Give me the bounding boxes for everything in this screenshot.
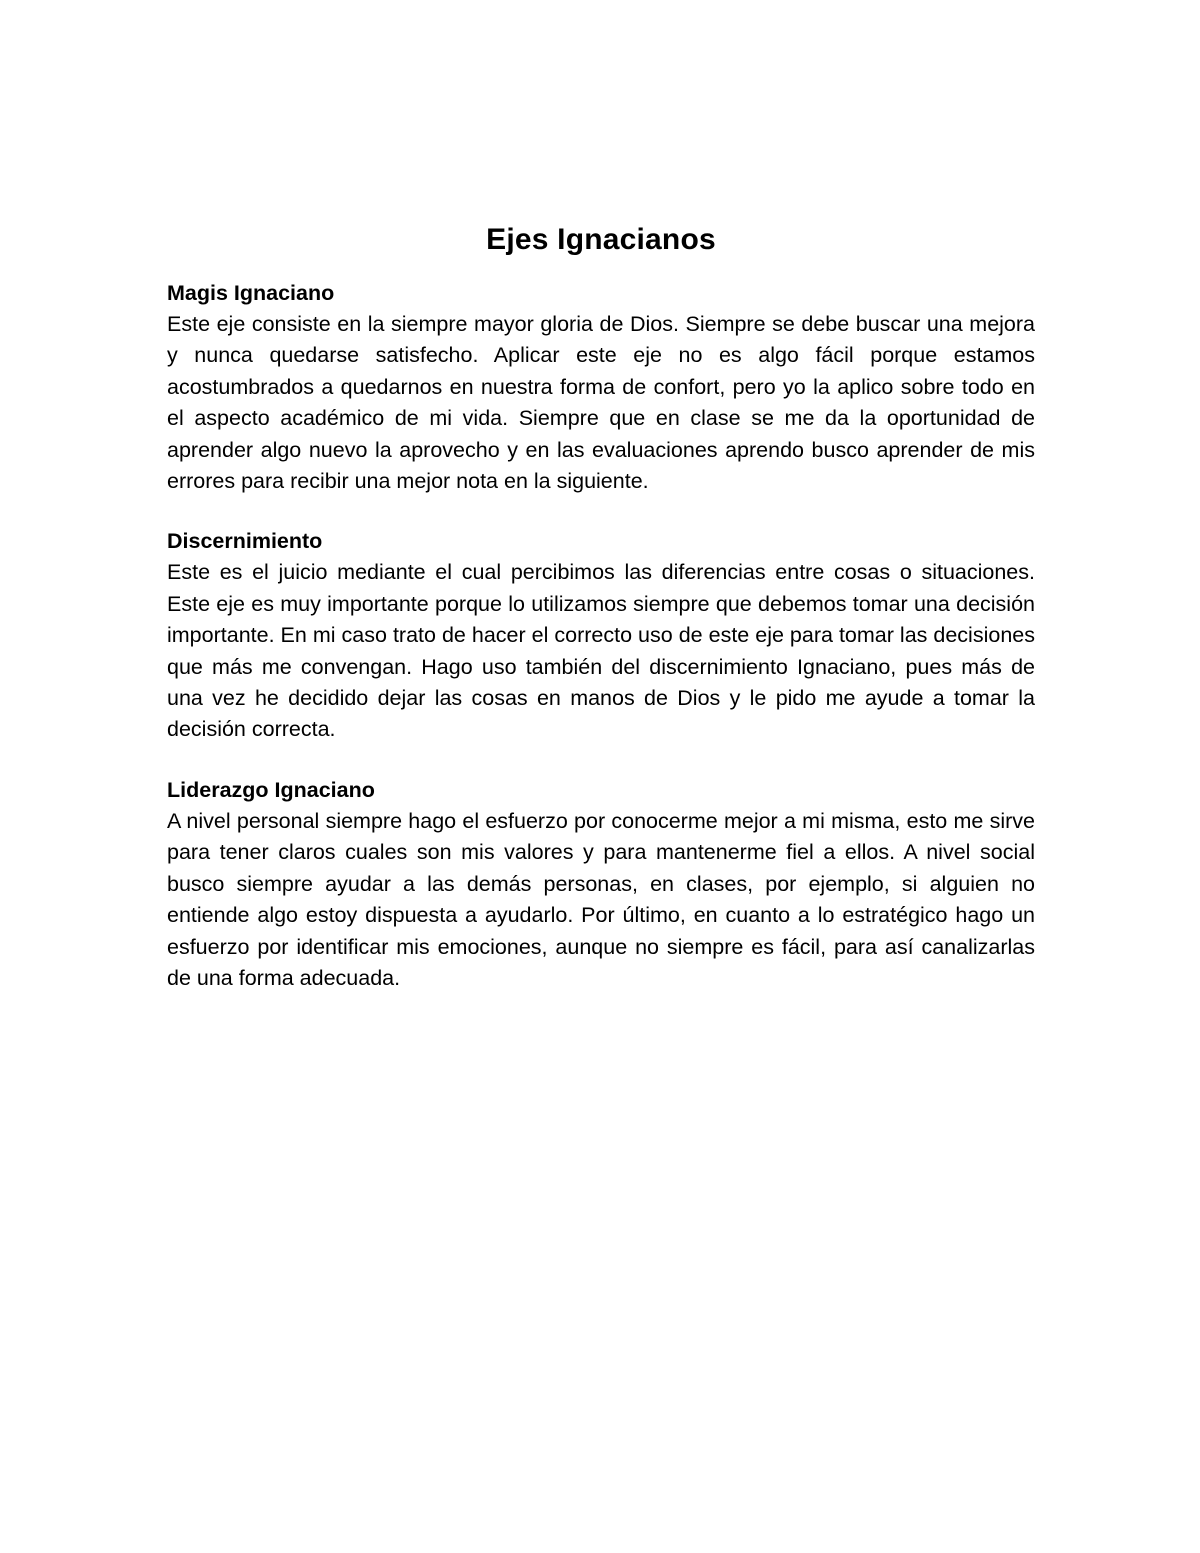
section-paragraph: Este es el juicio mediante el cual percibimos las diferencias entre cosas o situaciones. Este eje es muy importante porque lo utilizamos siempre que debemos tomar una decisión importante. En mi caso trato de hacer el correcto uso de este eje para tomar las decisiones que más me convengan. Hago uso también del discernimiento Ignaciano, pues más de una vez he decidido dejar las cosas en manos de Dios y le pido me ayude a tomar la decisión correcta. [167, 560, 1035, 742]
section-heading: Liderazgo Ignaciano [167, 777, 375, 802]
section-paragraph: A nivel personal siempre hago el esfuerzo por conocerme mejor a mi misma, esto me sirve para tener claros cuales son mis valores y para mantenerme fiel a ellos. A nivel social busco siempre ayudar a las demás personas, en clases, por ejemplo, si alguien no entiende algo estoy dispuesta a ayudarlo. Por último, en cuanto a lo estratégico hago un esfuerzo por identificar mis emociones, aunque no siempre es fácil, para así canalizarlas de una forma adecuada. [167, 808, 1035, 990]
section-liderazgo-ignaciano [167, 775, 1035, 994]
section-discernimiento [167, 526, 1035, 745]
document-title: Ejes Ignacianos [486, 223, 716, 256]
section-magis-ignaciano [167, 278, 1035, 497]
section-paragraph: Este eje consiste en la siempre mayor gloria de Dios. Siempre se debe buscar una mejora y nunca quedarse satisfecho. Aplicar este eje no es algo fácil porque estamos acostumbrados a quedarnos en nuestra forma de confort, pero yo la aplico sobre todo en el aspecto académico de mi vida. Siempre que en clase se me da la oportunidad de aprender algo nuevo la aprovecho y en las evaluaciones aprendo busco aprender de mis errores para recibir una mejor nota en la siguiente. [167, 312, 1035, 494]
document-content [167, 222, 1035, 994]
section-heading: Discernimiento [167, 529, 323, 554]
section-heading: Magis Ignaciano [167, 281, 335, 305]
